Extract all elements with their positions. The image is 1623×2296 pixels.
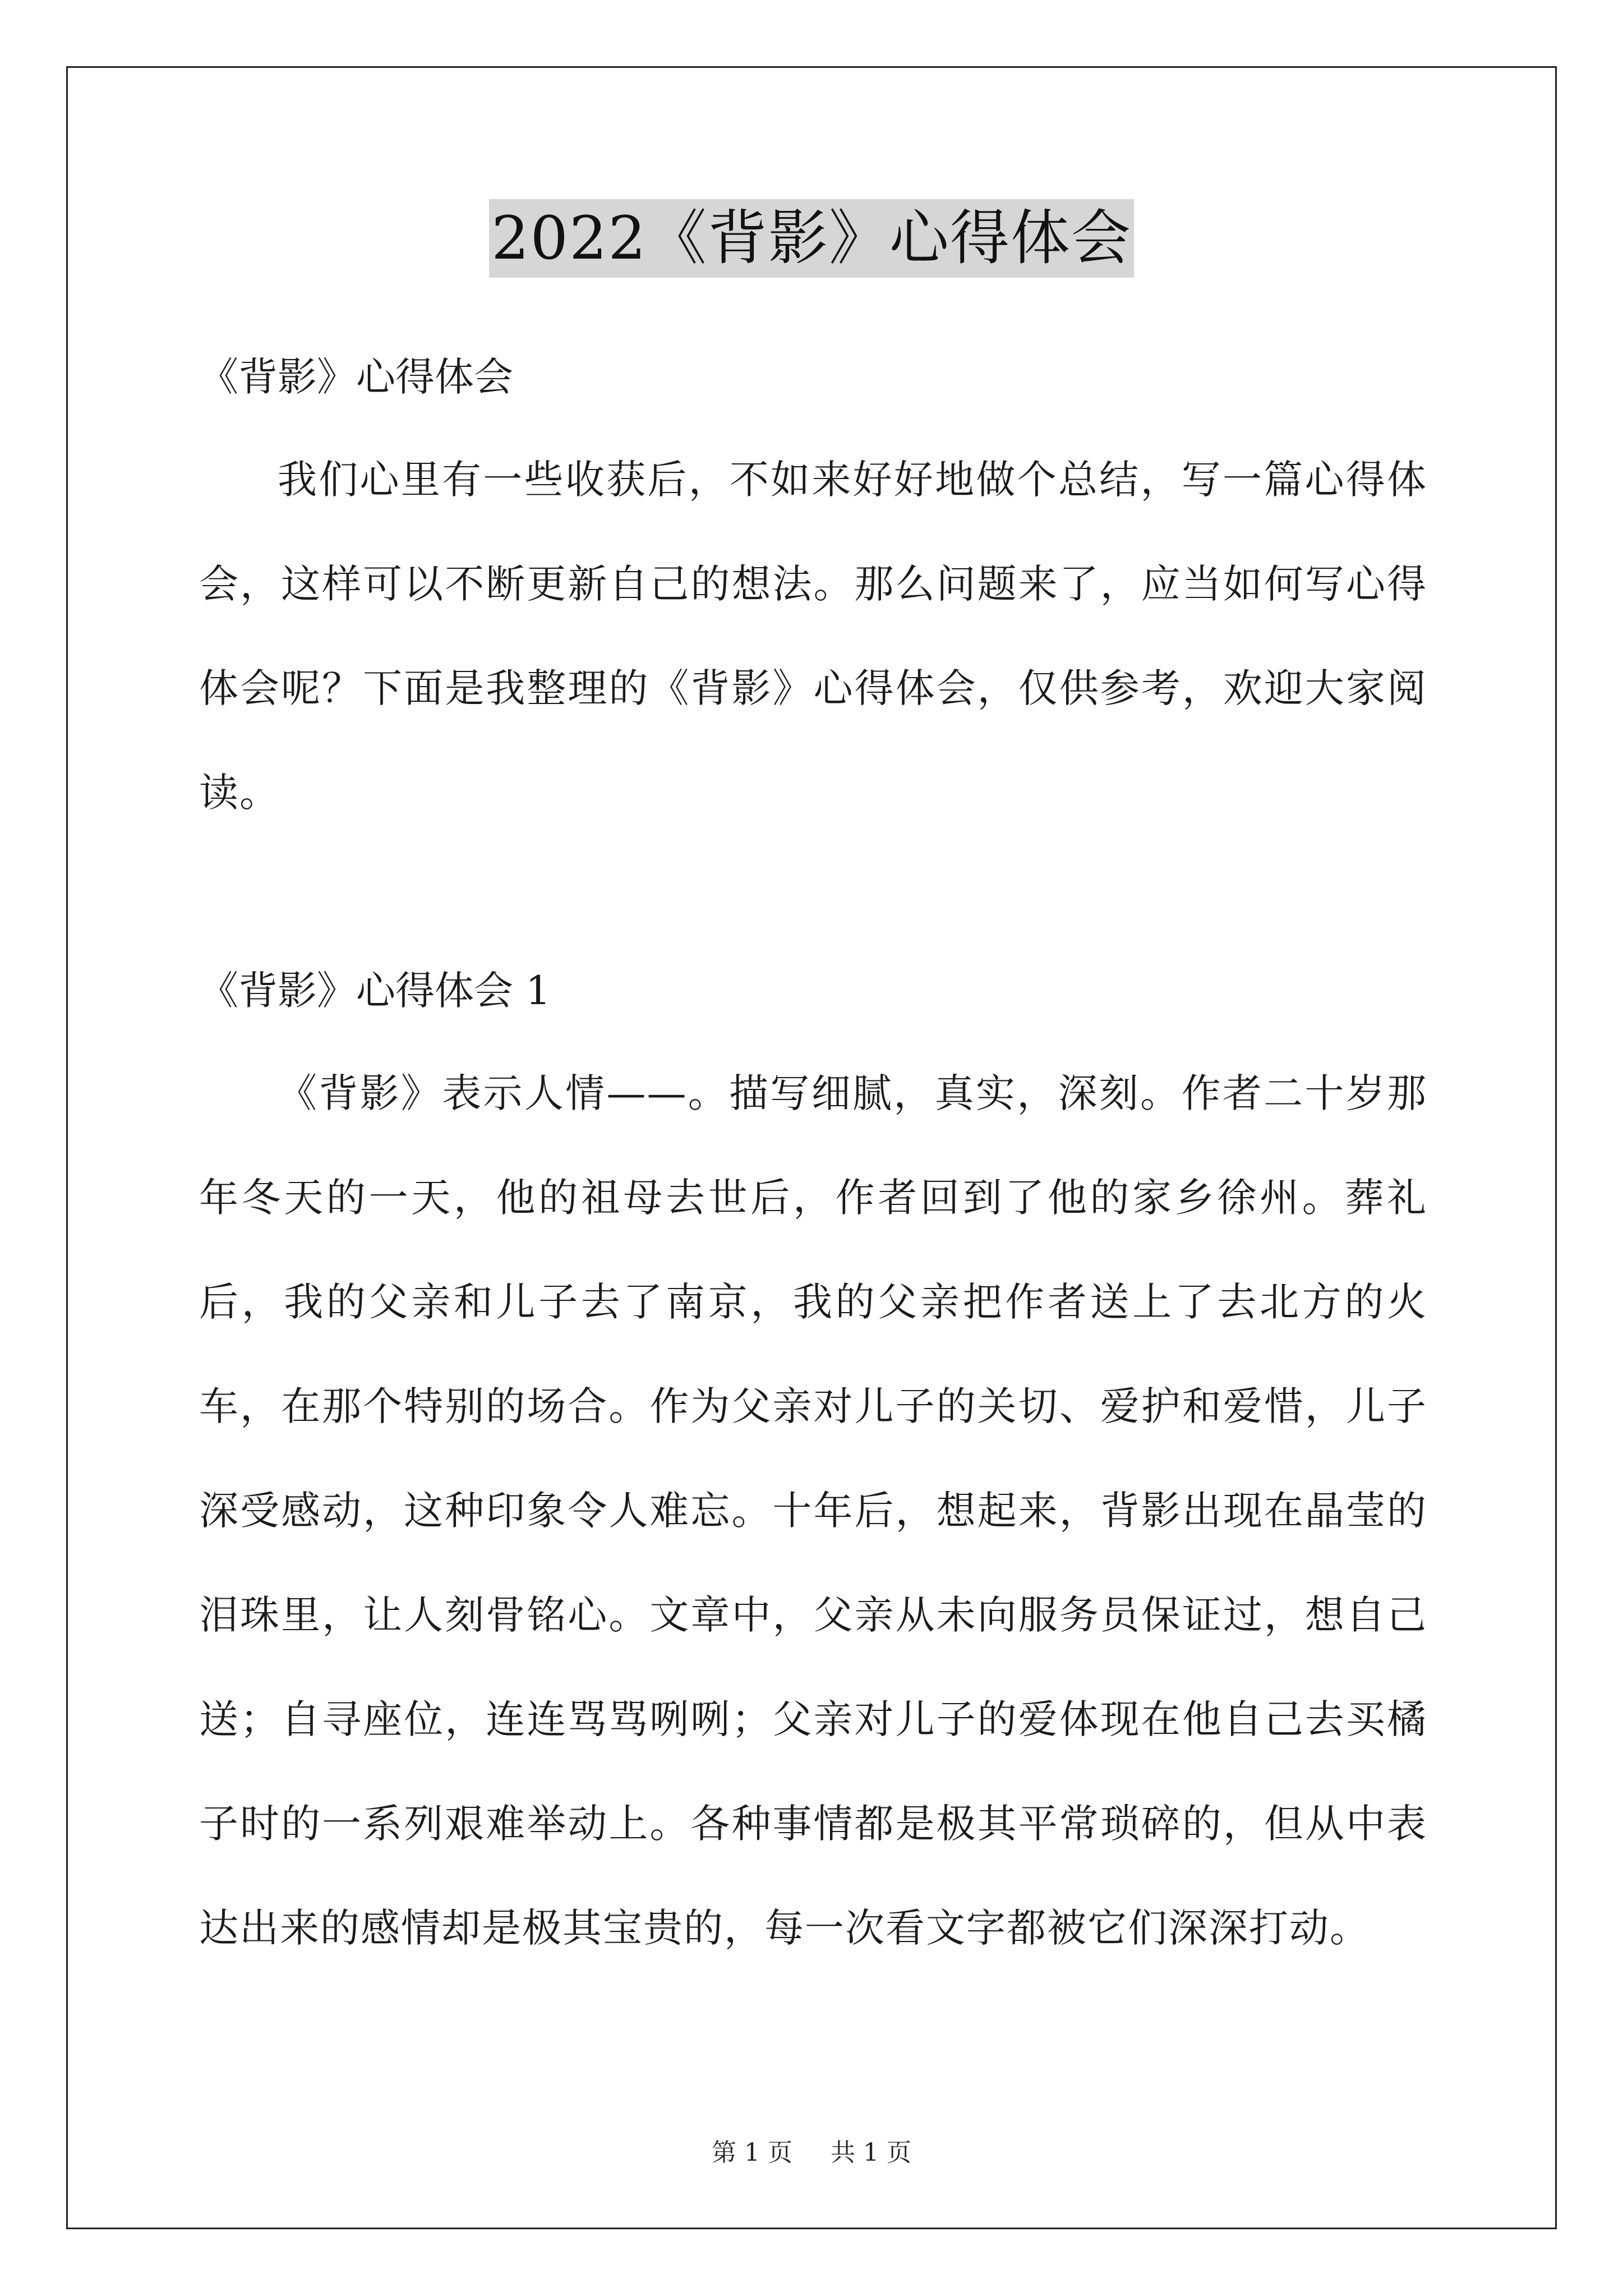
page-number: 第 1 页 xyxy=(712,2138,792,2167)
document-title: 2022《背影》心得体会 xyxy=(489,199,1134,278)
intro-heading: 《背影》心得体会 xyxy=(199,354,513,400)
title-container xyxy=(0,199,1623,278)
intro-paragraph: 我们心里有一些收获后，不如来好好地做个总结，写一篇心得体会，这样可以不断更新自己的想法。那么问题来了，应当如何写心得体会呢？下面是我整理的《背影》心得体会，仅供参考，欢迎大家阅读。 xyxy=(199,457,1427,816)
document-body xyxy=(199,343,1427,1980)
page-footer xyxy=(0,2136,1623,2170)
section1-paragraph: 《背影》表示人情——。描写细腻，真实，深刻。作者二十岁那年冬天的一天，他的祖母去世后，作者回到了他的家乡徐州。葬礼后，我的父亲和儿子去了南京，我的父亲把作者送上了去北方的火车，在那个特别的场合。作为父亲对儿子的关切、爱护和爱惜，儿子深受感动，这种印象令人难忘。十年后，想起来，背影出现在晶莹的泪珠里，让人刻骨铭心。文章中，父亲从未向服务员保证过，想自己送；自寻座位，连连骂骂咧咧；父亲对儿子的爱体现在他自己去买橘子时的一系列艰难举动上。各种事情都是极其平常琐碎的，但从中表达出来的感情却是极其宝贵的，每一次看文字都被它们深深打动。 xyxy=(199,1070,1427,1951)
page-total: 共 1 页 xyxy=(831,2138,911,2167)
section1-heading: 《背影》心得体会 1 xyxy=(199,968,551,1014)
